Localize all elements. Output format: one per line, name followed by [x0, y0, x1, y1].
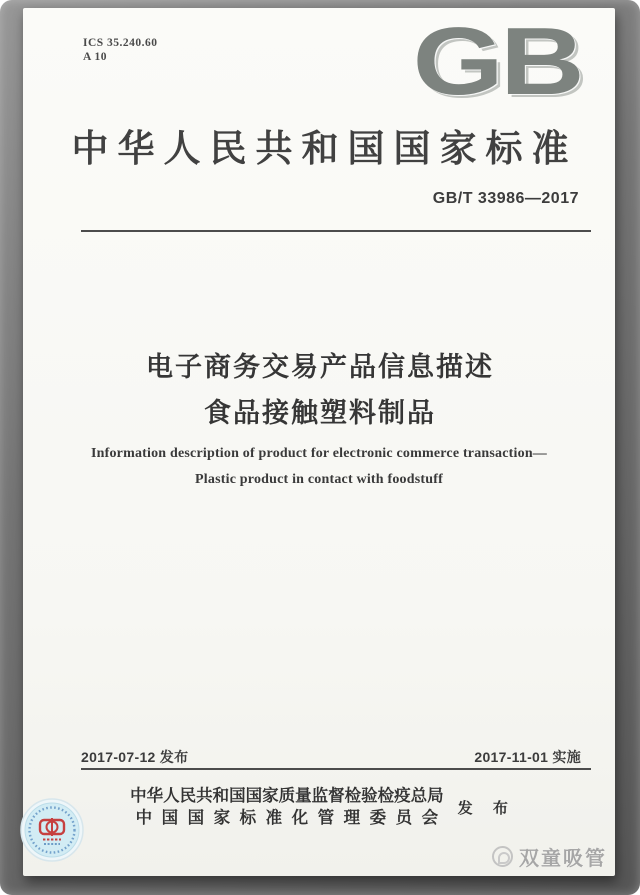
publisher-names — [130, 785, 448, 829]
implement-date: 2017-11-01 实施 — [474, 749, 581, 765]
title-english — [23, 441, 615, 493]
footer-divider — [81, 768, 591, 770]
header-divider — [81, 230, 591, 232]
watermark-logo-icon — [492, 846, 513, 867]
title-zh-line1: 电子商务交易产品信息描述 — [146, 352, 494, 382]
watermark-text: 双童吸管 — [519, 848, 607, 870]
standard-header: 中华人民共和国国家标准 — [71, 129, 578, 170]
company-seal-icon — [20, 798, 84, 862]
title-chinese — [23, 344, 615, 436]
publisher-line1: 中华人民共和国国家质量监督检验检疫总局 — [130, 787, 444, 805]
title-zh-line2: 食品接触塑料制品 — [204, 398, 436, 428]
document-page — [23, 8, 615, 876]
gb-logo-icon: GB — [412, 8, 581, 115]
ics-class: A 10 — [83, 51, 108, 63]
ics-block — [83, 36, 158, 64]
publisher-block — [23, 785, 615, 829]
watermark — [492, 842, 607, 871]
title-en-line2: Plastic product in contact with foodstuff — [195, 472, 443, 487]
standard-number: GB/T 33986—2017 — [432, 190, 579, 207]
date-row — [81, 747, 581, 767]
publisher-line2: 中国国家标准化管理委员会 — [135, 809, 448, 827]
issue-date: 2017-07-12 发布 — [81, 749, 189, 765]
title-en-line1: Information description of product for electronic commerce transaction— — [90, 446, 548, 461]
ics-code: ICS 35.240.60 — [83, 37, 158, 49]
publish-label: 发 布 — [457, 799, 516, 817]
